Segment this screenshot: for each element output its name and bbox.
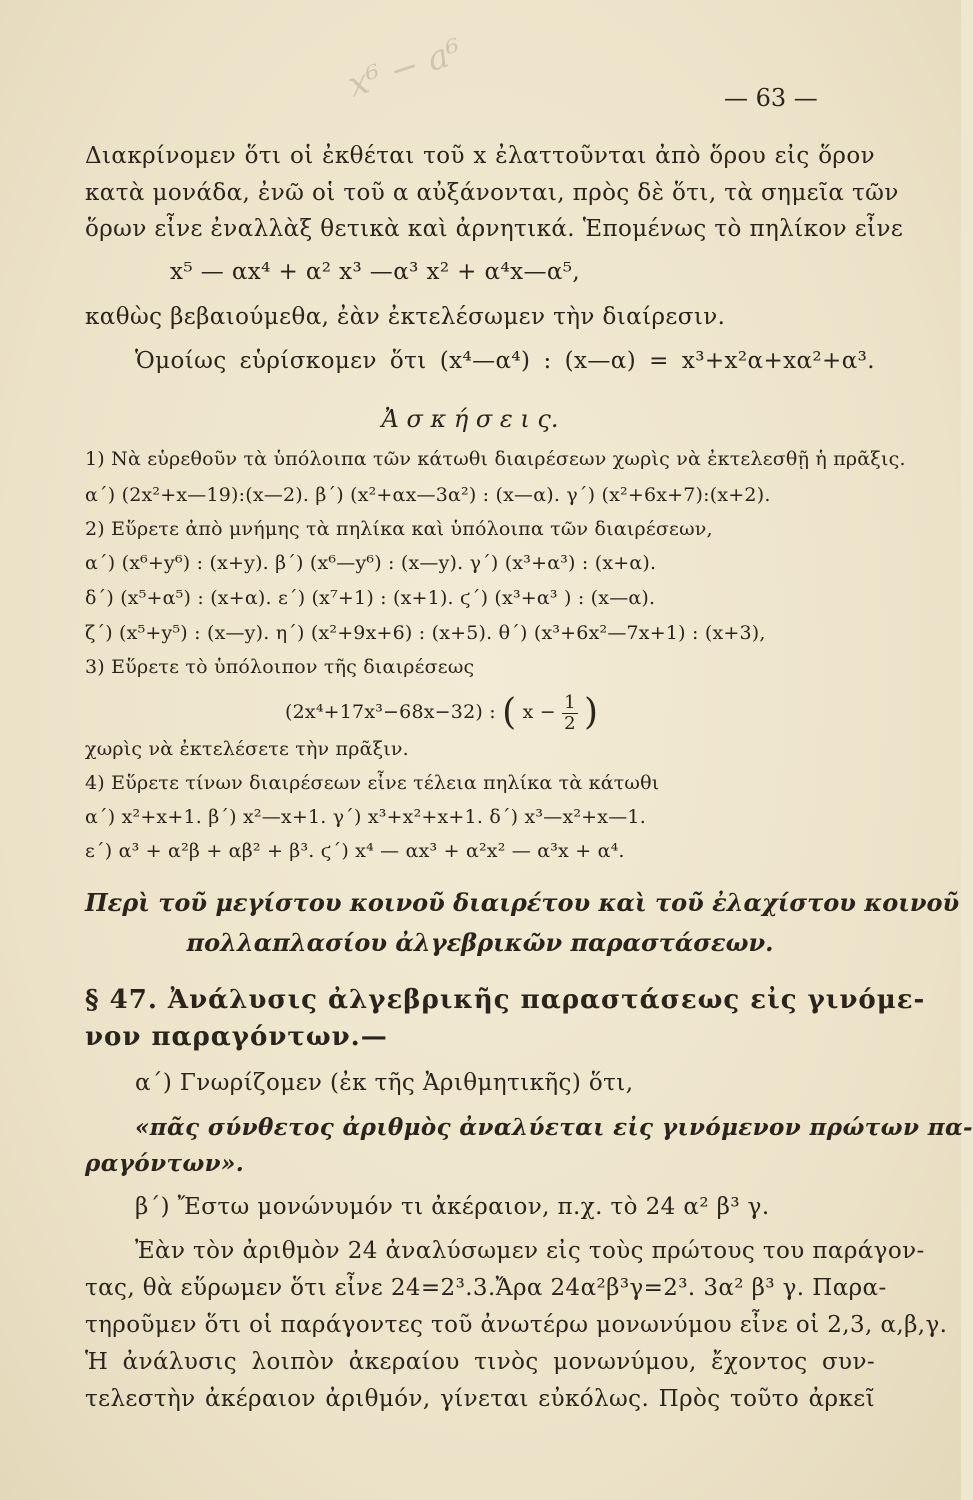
fraction-half: $\frac{1}{2}$: [564, 691, 576, 734]
exercise-3-expression: (2x⁴+17x³−68x−32) :: [285, 701, 496, 723]
paragraph-47-heading: § 47. Ἀνάλυσις ἀλγεβρικῆς παραστάσεως εἰς γινόμε-: [85, 985, 926, 1015]
exercise-1-text: 1) Νὰ εὑρεθοῦν τὰ ὑπόλοιπα τῶν κάτωθι διαιρέσεων χωρὶς νὰ ἐκτελεσθῇ ἡ πρᾶξις.: [85, 448, 906, 470]
text-line-25: τας, θὰ εὕρωμεν ὅτι εἶνε 24=2³.3.Ἄρα 24α²β³γ=2³. 3α² β³ γ. Παρα-: [85, 1275, 887, 1301]
text-beta: β΄) Ἔστω μονώνυμόν τι ἀκέραιον, π.χ. τὸ 24 α² β³ γ.: [135, 1194, 770, 1220]
text-line-28: τελεστὴν ἀκέραιον ἀριθμόν, γίνεται εὐκόλως. Πρὸς τοῦτο ἀρκεῖ: [85, 1386, 875, 1412]
pencil-scribble: x⁶ − a⁶: [343, 31, 467, 106]
text-line-6: Ὁμοίως εὑρίσκομεν ὅτι (x⁴—α⁴) : (x—α) = x³+x²α+xα²+α³.: [135, 348, 875, 374]
exercises-heading: Ἀ σ κ ή σ ε ι ς.: [381, 405, 559, 433]
exercise-1-items: α΄) (2x²+x—19):(x—2). β΄) (x²+αx—3α²) : (x—α). γ΄) (x²+6x+7):(x+2).: [85, 484, 771, 506]
quote-line-2: ραγόντων».: [85, 1150, 245, 1177]
text-line-26: τηροῦμεν ὅτι οἱ παράγοντες τοῦ ἀνωτέρω μονωνύμου εἶνε οἱ 2,3, α,β,γ.: [85, 1312, 948, 1338]
text-line-27: Ἡ ἀνάλυσις λοιπὸν ἀκεραίου τινὸς μονωνύμου, ἔχοντος συν-: [85, 1349, 875, 1375]
text-line-2: κατὰ μονάδα, ἐνῶ οἱ τοῦ α αὐξάνονται, πρὸς δὲ ὅτι, τὰ σημεῖα τῶν: [85, 180, 899, 206]
exercise-3-note: χωρὶς νὰ ἐκτελέσετε τὴν πρᾶξιν.: [85, 738, 409, 760]
exercise-4-items-1: α΄) x²+x+1. β΄) x²—x+1. γ΄) x³+x²+x+1. δ΄) x³—x²+x—1.: [85, 806, 646, 828]
exercise-3-formula: (2x⁴+17x³−68x−32) : ( x − $\frac{1}{2}$ ): [285, 691, 599, 734]
text-line-24: Ἐὰν τὸν ἀριθμὸν 24 ἀναλύσωμεν εἰς τοὺς πρώτους του παράγον-: [135, 1238, 925, 1264]
exercise-2-items-3: ζ΄) (x⁵+y⁵) : (x—y). η΄) (x²+9x+6) : (x+5). θ΄) (x³+6x²—7x+1) : (x+3),: [85, 622, 766, 644]
exercise-2-text: 2) Εὕρετε ἀπὸ μνήμης τὰ πηλίκα καὶ ὑπόλοιπα τῶν διαιρέσεων,: [85, 518, 713, 540]
text-line-3: ὅρων εἶνε ἐναλλὰξ θετικὰ καὶ ἀρνητικά. Ἑπομένως τὸ πηλίκον εἶνε: [85, 216, 904, 242]
text-alpha: α΄) Γνωρίζομεν (ἐκ τῆς Ἀριθμητικῆς) ὅτι,: [135, 1070, 634, 1096]
text-line-1: Διακρίνομεν ὅτι οἱ ἐκθέται τοῦ x ἐλαττοῦνται ἀπὸ ὅρου εἰς ὅρον: [85, 143, 875, 169]
paragraph-47-heading-cont: νον παραγόντων.—: [85, 1022, 388, 1052]
quote-line-1: «πᾶς σύνθετος ἀριθμὸς ἀναλύεται εἰς γινόμενον πρώτων πα-: [135, 1114, 973, 1141]
text-line-5: καθὼς βεβαιούμεθα, ἐὰν ἐκτελέσωμεν τὴν διαίρεσιν.: [85, 304, 726, 330]
exercise-3-text: 3) Εὕρετε τὸ ὑπόλοιπον τῆς διαιρέσεως: [85, 656, 475, 678]
exercise-2-items-2: δ΄) (x⁵+α⁵) : (x+α). ε΄) (x⁷+1) : (x+1). ϛ΄) (x³+α³ ) : (x—α).: [85, 587, 656, 609]
exercise-2-items-1: α΄) (x⁶+y⁶) : (x+y). β΄) (x⁶—y⁶) : (x—y). γ΄) (x³+α³) : (x+α).: [85, 552, 657, 574]
exercise-4-items-2: ε΄) α³ + α²β + αβ² + β³. ϛ΄) x⁴ — αx³ + α²x² — α³x + α⁴.: [85, 840, 625, 862]
section-title-line-1: Περὶ τοῦ μεγίστου κοινοῦ διαιρέτου καὶ τοῦ ἐλαχίστου κοινοῦ: [85, 888, 960, 917]
exercise-4-text: 4) Εὕρετε τίνων διαιρέσεων εἶνε τέλεια πηλίκα τὰ κάτωθι: [85, 772, 660, 794]
section-title-line-2: πολλαπλασίου ἀλγεβρικῶν παραστάσεων.: [186, 928, 774, 957]
exercise-3-term: x −: [522, 701, 556, 723]
page-number: — 63 —: [724, 84, 818, 112]
formula-quotient: x⁵ — αx⁴ + α² x³ —α³ x² + α⁴x—α⁵,: [170, 259, 581, 285]
